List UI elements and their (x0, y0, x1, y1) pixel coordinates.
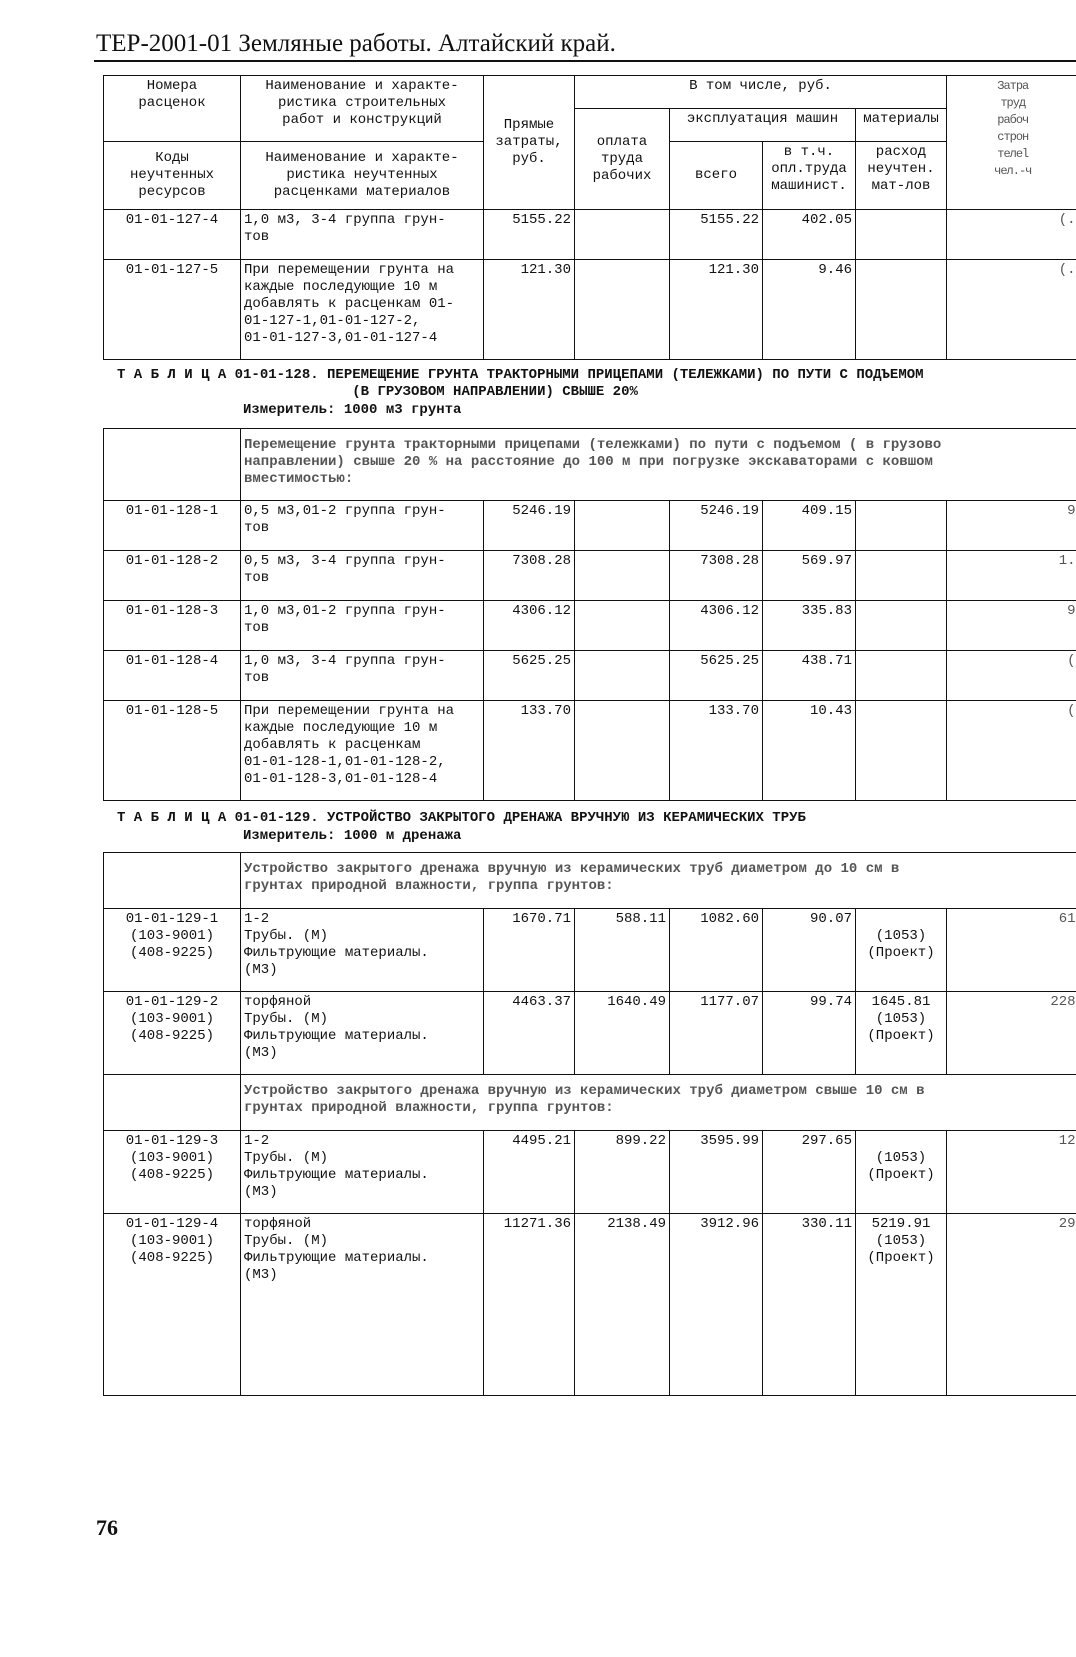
materials-value: 1645.81 (1053) (Проект) (856, 992, 947, 1075)
labor-costs-partial: 1. (947, 551, 1076, 601)
direct-costs-value: 1670.71 (484, 909, 575, 992)
table-row (104, 651, 1076, 701)
rate-name: 1,0 м3,01-2 группа грун- тов (241, 601, 484, 651)
operator-pay-value: 438.71 (763, 651, 856, 701)
table-row (104, 601, 1076, 651)
section-spacer (104, 853, 241, 909)
labor-costs-partial: (. (947, 260, 1076, 360)
rate-code: 01-01-127-5 (104, 260, 241, 360)
direct-costs-value: 4463.37 (484, 992, 575, 1075)
labor-costs-partial: (. (947, 210, 1076, 260)
direct-costs-value: 133.70 (484, 701, 575, 801)
table-129-meter: Измеритель: 1000 м дренажа (243, 828, 462, 844)
worker-pay-value (575, 601, 670, 651)
machine-total-value: 3912.96 (670, 1214, 763, 1396)
materials-value (856, 701, 947, 801)
table-row (104, 501, 1076, 551)
header-rule (94, 60, 1076, 62)
labor-costs-partial: 29 (947, 1214, 1076, 1396)
rates-table-129 (103, 852, 1076, 1396)
worker-pay-value: 899.22 (575, 1131, 670, 1214)
operator-pay-value: 9.46 (763, 260, 856, 360)
materials-value: (1053) (Проект) (856, 1131, 947, 1214)
page-header-title: ТЕР-2001-01 Земляные работы. Алтайский край. (96, 30, 616, 57)
worker-pay-value (575, 501, 670, 551)
labor-costs-partial: ( (947, 651, 1076, 701)
rates-table-128 (103, 428, 1076, 801)
operator-pay-value: 297.65 (763, 1131, 856, 1214)
machine-total-value: 7308.28 (670, 551, 763, 601)
materials-value (856, 601, 947, 651)
worker-pay-value (575, 551, 670, 601)
labor-costs-partial: 61 (947, 909, 1076, 992)
direct-costs-value: 11271.36 (484, 1214, 575, 1396)
worker-pay-value (575, 651, 670, 701)
rate-code: 01-01-128-3 (104, 601, 241, 651)
materials-value (856, 551, 947, 601)
direct-costs-value: 121.30 (484, 260, 575, 360)
machine-total-value: 1177.07 (670, 992, 763, 1075)
rate-name: 1-2 Трубы. (М) Фильтрующие материалы. (М3) (241, 1131, 484, 1214)
rate-code: 01-01-127-4 (104, 210, 241, 260)
rates-table-127 (103, 75, 1076, 360)
direct-costs-value: 5246.19 (484, 501, 575, 551)
direct-costs-value: 4495.21 (484, 1131, 575, 1214)
rate-name: 1,0 м3, 3-4 группа грун- тов (241, 651, 484, 701)
worker-pay-value (575, 210, 670, 260)
rate-name: При перемещении грунта на каждые последующие 10 м добавлять к расценкам 01-01-128-1,01-01-128-2, 01-01-128-3,01-01-128-4 (241, 701, 484, 801)
rate-name: При перемещении грунта на каждые последующие 10 м добавлять к расценкам 01- 01-127-1,01-01-127-2, 01-01-127-3,01-01-127-4 (241, 260, 484, 360)
rate-name: 1,0 м3, 3-4 группа грун- тов (241, 210, 484, 260)
col-header-resource-codes: Коды неучтенных ресурсов (104, 142, 241, 210)
worker-pay-value: 588.11 (575, 909, 670, 992)
machine-total-value: 4306.12 (670, 601, 763, 651)
materials-value (856, 210, 947, 260)
col-header-labor-costs: Затра труд рабоч строн телеl чел.-ч (947, 76, 1076, 210)
operator-pay-value: 90.07 (763, 909, 856, 992)
section-spacer (104, 429, 241, 501)
labor-costs-partial: ( (947, 701, 1076, 801)
direct-costs-value: 5625.25 (484, 651, 575, 701)
col-header-materials-name: Наименование и характе- ристика неучтенных расценками материалов (241, 142, 484, 210)
rate-code: 01-01-129-3 (103-9001) (408-9225) (104, 1131, 241, 1214)
operator-pay-value: 330.11 (763, 1214, 856, 1396)
operator-pay-value: 402.05 (763, 210, 856, 260)
operator-pay-value: 335.83 (763, 601, 856, 651)
worker-pay-value (575, 701, 670, 801)
operator-pay-value: 99.74 (763, 992, 856, 1075)
labor-costs-partial: 228 (947, 992, 1076, 1075)
rate-name: 0,5 м3, 3-4 группа грун- тов (241, 551, 484, 601)
materials-value: 5219.91 (1053) (Проект) (856, 1214, 947, 1396)
operator-pay-value: 10.43 (763, 701, 856, 801)
rate-code: 01-01-128-5 (104, 701, 241, 801)
rate-code: 01-01-128-2 (104, 551, 241, 601)
table-row (104, 210, 1076, 260)
table-row (104, 1131, 1076, 1214)
rate-code: 01-01-128-4 (104, 651, 241, 701)
labor-costs-partial: 9 (947, 501, 1076, 551)
col-header-worker-pay: оплата труда рабочих (575, 109, 670, 210)
machine-total-value: 121.30 (670, 260, 763, 360)
rate-name: торфяной Трубы. (М) Фильтрующие материалы. (М3) (241, 1214, 484, 1396)
col-header-rate-numbers: Номера расценок (104, 76, 241, 142)
table-row (104, 992, 1076, 1075)
table-row (104, 701, 1076, 801)
rate-name: торфяной Трубы. (М) Фильтрующие материалы. (М3) (241, 992, 484, 1075)
worker-pay-value: 2138.49 (575, 1214, 670, 1396)
operator-pay-value: 409.15 (763, 501, 856, 551)
col-header-machine-operation: эксплуатация машин (670, 109, 856, 142)
table-row (104, 909, 1076, 992)
rate-code: 01-01-129-1 (103-9001) (408-9225) (104, 909, 241, 992)
col-header-materials: материалы (856, 109, 947, 142)
rate-code: 01-01-129-2 (103-9001) (408-9225) (104, 992, 241, 1075)
table-row (104, 260, 1076, 360)
materials-value (856, 651, 947, 701)
col-header-work-name: Наименование и характе- ристика строительных работ и конструкций (241, 76, 484, 142)
rate-name: 1-2 Трубы. (М) Фильтрующие материалы. (М3) (241, 909, 484, 992)
table-128-title: Т А Б Л И Ц А 01-01-128. ПЕРЕМЕЩЕНИЕ ГРУНТА ТРАКТОРНЫМИ ПРИЦЕПАМИ (ТЕЛЕЖКАМИ) ПО ПУТИ С ПОДЪЕМОМ (В ГРУЗОВОМ НАПРАВЛЕНИИ) СВЫШЕ 20% (117, 367, 924, 400)
page-number: 76 (96, 1515, 118, 1540)
materials-value: (1053) (Проект) (856, 909, 947, 992)
machine-total-value: 133.70 (670, 701, 763, 801)
table-row (104, 551, 1076, 601)
direct-costs-value: 4306.12 (484, 601, 575, 651)
col-header-direct-costs: Прямые затраты, руб. (484, 76, 575, 210)
table-128-meter: Измеритель: 1000 м3 грунта (243, 402, 462, 418)
machine-total-value: 5625.25 (670, 651, 763, 701)
labor-costs-partial: 9 (947, 601, 1076, 651)
rate-code: 01-01-128-1 (104, 501, 241, 551)
materials-value (856, 501, 947, 551)
operator-pay-value: 569.97 (763, 551, 856, 601)
labor-costs-partial: 12 (947, 1131, 1076, 1214)
materials-value (856, 260, 947, 360)
rate-name: 0,5 м3,01-2 группа грун- тов (241, 501, 484, 551)
section-spacer (104, 1075, 241, 1131)
section-heading: Устройство закрытого дренажа вручную из керамических труб диаметром свыше 10 см в грунтах природной влажности, группа грунтов: (241, 1075, 1076, 1131)
worker-pay-value: 1640.49 (575, 992, 670, 1075)
col-header-unaccounted-materials: расход неучтен. мат-лов (856, 142, 947, 210)
machine-total-value: 3595.99 (670, 1131, 763, 1214)
col-header-operator-pay: в т.ч. опл.труда машинист. (763, 142, 856, 210)
section-heading: Устройство закрытого дренажа вручную из керамических труб диаметром до 10 см в грунтах природной влажности, группа грунтов: (241, 853, 1076, 909)
machine-total-value: 5155.22 (670, 210, 763, 260)
machine-total-value: 5246.19 (670, 501, 763, 551)
worker-pay-value (575, 260, 670, 360)
rate-code: 01-01-129-4 (103-9001) (408-9225) (104, 1214, 241, 1396)
col-header-machines-total: всего (670, 142, 763, 210)
direct-costs-value: 5155.22 (484, 210, 575, 260)
table-129-title: Т А Б Л И Ц А 01-01-129. УСТРОЙСТВО ЗАКРЫТОГО ДРЕНАЖА ВРУЧНУЮ ИЗ КЕРАМИЧЕСКИХ ТРУБ (117, 810, 806, 826)
table-row (104, 1214, 1076, 1396)
section-heading: Перемещение грунта тракторными прицепами (тележками) по пути с подъемом ( в грузово направлении) свыше 20 % на расстояние до 100 м при погрузке экскаваторами с ковшом вместимостью: (241, 429, 1076, 501)
machine-total-value: 1082.60 (670, 909, 763, 992)
col-header-including: В том числе, руб. (575, 76, 947, 109)
direct-costs-value: 7308.28 (484, 551, 575, 601)
